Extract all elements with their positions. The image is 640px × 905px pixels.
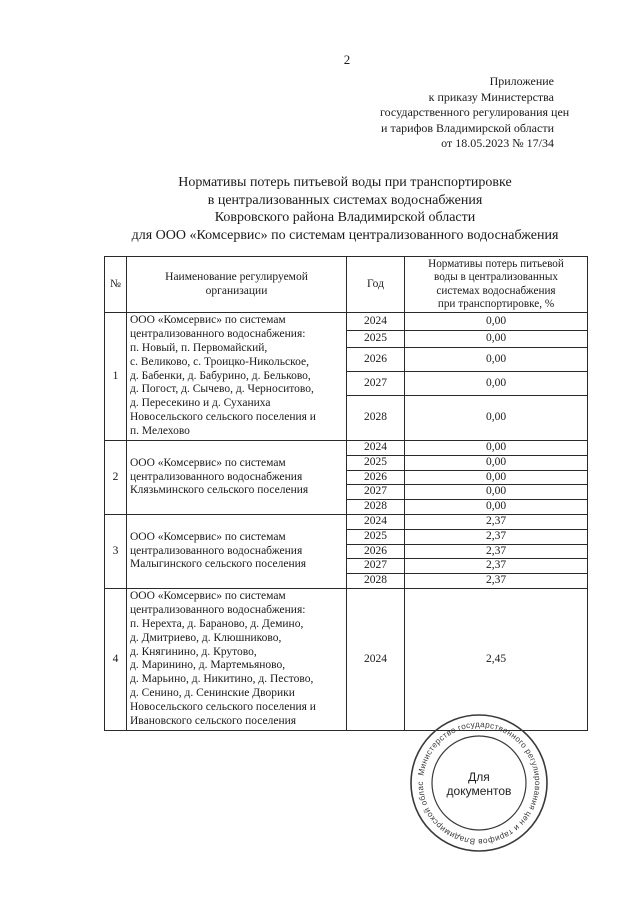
org-line: Новосельского сельского поселения и [130, 410, 316, 423]
org-line: централизованного водоснабжения [130, 470, 303, 483]
year-cell: 2025 [347, 455, 405, 470]
org-line: ООО «Комсервис» по системам [130, 590, 286, 603]
org-line: д. Погост, д. Сычево, д. Черноситово, [130, 383, 314, 396]
value-cell: 0,00 [405, 348, 588, 372]
header-no: № [105, 257, 127, 313]
document-title [0, 174, 640, 244]
title-line: для ООО «Комсервис» по системам централизованного водоснабжения [131, 227, 559, 243]
title-line: в централизованных системах водоснабжения [207, 192, 483, 208]
year-cell: 2024 [347, 441, 405, 456]
org-line: д. Бабенки, д. Бабурино, д. Бельково, [130, 369, 311, 382]
header-norm-line: Нормативы потерь питьевой [428, 258, 564, 271]
header-norm-line: при транспортировке, % [437, 297, 555, 310]
stamp-center-line: документов [446, 784, 512, 798]
row-number: 4 [105, 588, 127, 730]
org-line: д. Сенино, д. Сенинские Дворики [130, 687, 295, 700]
value-cell: 2,37 [405, 574, 588, 589]
title-line: Ковровского района Владимирской области [214, 210, 476, 225]
org-line: д. Марьино, д. Никитино, д. Пестово, [130, 673, 314, 686]
table-row [105, 313, 588, 331]
value-cell: 0,00 [405, 331, 588, 348]
official-stamp [404, 708, 554, 858]
header-org-line: Наименование регулируемой [165, 270, 308, 283]
header-org [127, 257, 347, 313]
year-cell: 2025 [347, 529, 405, 544]
value-cell: 0,00 [405, 485, 588, 500]
organization-cell [127, 588, 347, 730]
org-line: п. Мелехово [130, 424, 190, 437]
value-cell: 2,37 [405, 559, 588, 574]
value-cell: 0,00 [405, 396, 588, 441]
appendix-line: государственного регулирования цен [380, 105, 570, 119]
value-cell: 2,45 [405, 588, 588, 730]
appendix-line: Приложение [489, 74, 554, 88]
appendix-line: и тарифов Владимирской области [381, 120, 554, 135]
year-cell: 2028 [347, 396, 405, 441]
org-line: централизованного водоснабжения: [130, 328, 306, 341]
value-cell: 0,00 [405, 441, 588, 456]
org-line: с. Великово, с. Троицко-Никольское, [130, 355, 309, 368]
appendix-line: от 18.05.2023 № 17/34 [441, 136, 554, 150]
value-cell: 0,00 [405, 500, 588, 515]
page-number: 2 [343, 52, 351, 67]
year-cell: 2027 [347, 372, 405, 396]
header-norm-line: системах водоснабжения [436, 284, 556, 297]
org-line: Ивановского сельского поселения [130, 714, 297, 727]
organization-cell [127, 514, 347, 588]
value-cell: 2,37 [405, 514, 588, 529]
org-line: ООО «Комсервис» по системам [130, 314, 286, 327]
year-cell: 2025 [347, 331, 405, 348]
org-line: централизованного водоснабжения [130, 544, 303, 557]
stamp-center-text [404, 770, 554, 798]
value-cell: 0,00 [405, 470, 588, 485]
value-cell: 0,00 [405, 455, 588, 470]
org-line: д. Пересекино и д. Суханиха [130, 397, 271, 410]
table-header-row [105, 257, 588, 313]
header-norm [405, 257, 588, 313]
year-cell: 2024 [347, 514, 405, 529]
year-cell: 2024 [347, 313, 405, 331]
org-line: централизованного водоснабжения: [130, 604, 306, 617]
org-line: Новосельского сельского поселения и [130, 700, 316, 713]
org-line: Малыгинского сельского поселения [130, 558, 307, 571]
title-line: Нормативы потерь питьевой воды при транспортировке [178, 175, 512, 190]
org-line: ООО «Комсервис» по системам [130, 530, 286, 543]
table-row [105, 441, 588, 456]
value-cell: 2,37 [405, 544, 588, 559]
stamp-center-line: Для [468, 770, 490, 784]
org-line: д. Дмитриево, д. Клюшниково, [130, 631, 282, 644]
organization-cell [127, 441, 347, 515]
header-norm-line: воды в централизованных [434, 271, 558, 284]
appendix-block [380, 74, 570, 152]
organization-cell [127, 313, 347, 441]
value-cell: 2,37 [405, 529, 588, 544]
org-line: ООО «Комсервис» по системам [130, 456, 286, 469]
year-cell: 2026 [347, 544, 405, 559]
row-number: 1 [105, 313, 127, 441]
org-line: д. Княгинино, д. Крутово, [130, 645, 257, 658]
year-cell: 2026 [347, 348, 405, 372]
header-org-line: организации [205, 284, 268, 297]
row-number: 2 [105, 441, 127, 515]
year-cell: 2028 [347, 500, 405, 515]
org-line: п. Нерехта, д. Бараново, д. Демино, [130, 618, 304, 631]
year-cell: 2027 [347, 559, 405, 574]
appendix-line: к приказу Министерства [428, 89, 554, 104]
org-line: п. Новый, п. Первомайский, [130, 342, 268, 354]
table-row [105, 514, 588, 529]
value-cell: 0,00 [405, 372, 588, 396]
norms-table [104, 256, 588, 731]
org-line: Клязьминского сельского поселения [130, 484, 309, 497]
row-number: 3 [105, 514, 127, 588]
year-cell: 2028 [347, 574, 405, 589]
stamp-ring-text: Министерство государственного регулирования цен и тарифов Владимирской облас [415, 719, 543, 847]
value-cell: 0,00 [405, 313, 588, 331]
year-cell: 2027 [347, 485, 405, 500]
year-cell: 2024 [347, 588, 405, 730]
header-year: Год [347, 257, 405, 313]
year-cell: 2026 [347, 470, 405, 485]
org-line: д. Маринино, д. Мартемьяново, [130, 659, 286, 672]
